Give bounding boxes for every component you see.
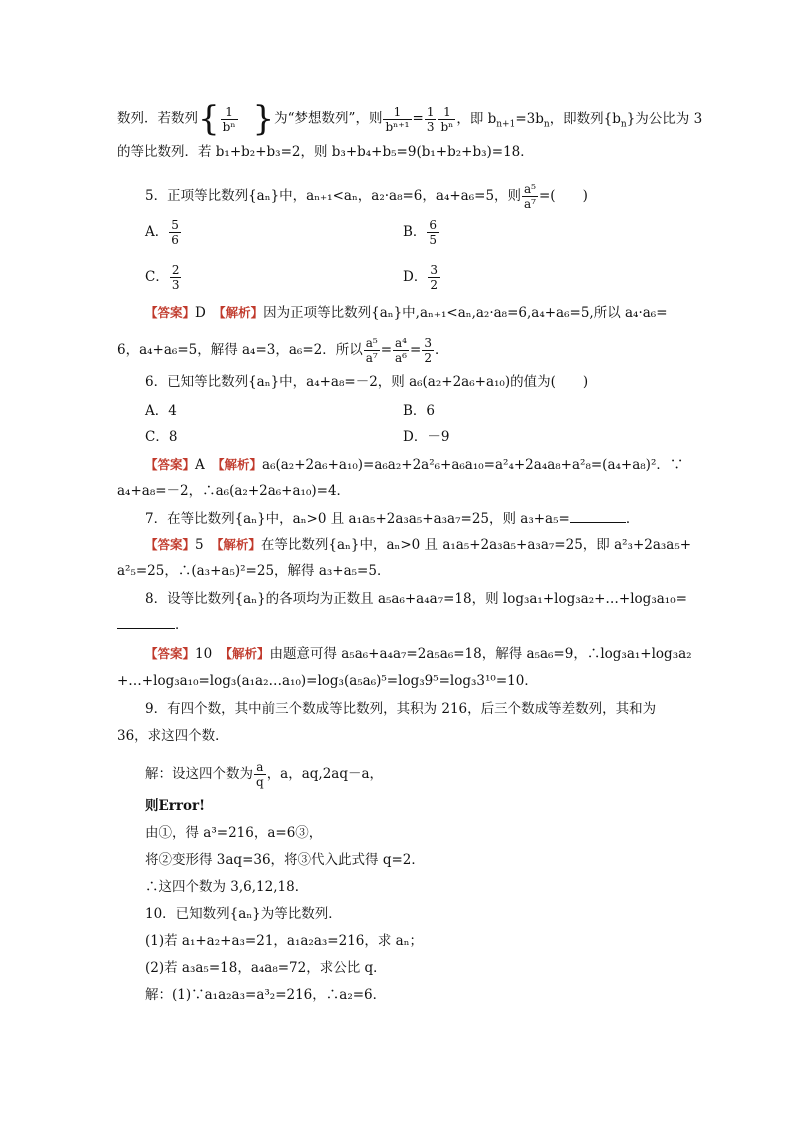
q5-answer: 【答案】D 【解析】因为正项等比数列{aₙ}中,aₙ₊₁<aₙ,a₂·a₈=6,a₄+a₆=5,所以 a₄·a₆=: [145, 305, 668, 321]
q9-solution-3: 由①，得 a³=216，a=6③，: [145, 825, 323, 841]
question-10-part-2: (2)若 a₃a₅=18，a₄a₈=72，求公比 q．: [145, 960, 387, 976]
q7-explanation-2: a²₅=25，∴(a₃+a₅)²=25，解得 a₃+a₅=5．: [117, 563, 391, 579]
right-brace: }: [252, 99, 275, 139]
q9-solution-2: 则Error!: [145, 798, 206, 814]
q5-option-d: D． $\frac{3}{2}$: [403, 263, 438, 292]
question-5: 5．正项等比数列{aₙ}中，aₙ₊₁<aₙ，a₂·a₈=6，a₄+a₆=5，则 $\frac{\text{a⁵}}{\text{a⁷}}$ =( ): [145, 182, 588, 211]
question-7: 7．在等比数列{aₙ}中，aₙ>0 且 a₁a₅+2a₃a₅+a₃a₇=25，则 a₃+a₅= ．: [145, 511, 640, 527]
q9-solution-1: 解：设这四个数为 $\frac{a}{q}$ ，a，aq,2aq－a，: [145, 760, 384, 789]
question-8: 8．设等比数列{aₙ}的各项均为正数且 a₅a₆+a₄a₇=18，则 log₃a₁+log₃a₂+…+log₃a₁₀=: [145, 591, 687, 607]
fraction: $\frac{1}{\text{bⁿ}}$: [222, 104, 236, 134]
q7-answer: 【答案】5 【解析】在等比数列{aₙ}中，aₙ>0 且 a₁a₅+2a₃a₅+a₃a₇=25，即 a²₃+2a₃a₅+: [145, 537, 692, 553]
q9-solution-5: ∴这四个数为 3,6,12,18．: [145, 879, 309, 895]
text-line-2: 的等比数列．若 b₁+b₂+b₃=2，则 b₃+b₄+b₅=9(b₁+b₂+b₃)=18．: [117, 144, 534, 160]
q9-solution-4: 将②变形得 3aq=36，将③代入此式得 q=2．: [145, 852, 425, 868]
q8-blank-line: ．: [117, 616, 189, 634]
question-10: 10．已知数列{aₙ}为等比数列．: [145, 906, 342, 922]
answer-tag: 【答案】: [145, 305, 196, 320]
q6-answer: 【答案】A 【解析】a₆(a₂+2a₆+a₁₀)=a₆a₂+2a²₆+a₆a₁₀=a²₄+2a₄a₈+a²₈=(a₄+a₈)²．∵: [145, 457, 684, 473]
answer-blank[interactable]: [117, 616, 175, 629]
q5-option-c: C． $\frac{2}{3}$: [145, 263, 180, 292]
left-brace: {: [198, 99, 220, 139]
q8-explanation-2: +…+log₃a₁₀=log₃(a₁a₂…a₁₀)=log₃(a₅a₆)⁵=log₃9⁵=log₃3¹⁰=10．: [117, 673, 538, 689]
question-10-part-1: (1)若 a₁+a₂+a₃=21，a₁a₂a₃=216，求 aₙ；: [145, 933, 424, 949]
question-6: 6．已知等比数列{aₙ}中，a₄+a₈=－2，则 a₆(a₂+2a₆+a₁₀)的值为( ): [145, 374, 589, 390]
q6-option-a: A．4: [145, 403, 177, 419]
text-line-1: 数列．若数列{ $\frac{1}{\text{bⁿ}}$ }为“梦想数列”，则 $\frac{1}{\text{bⁿ⁺¹}}$ = $\frac{1}{3}$ $\frac{1}{\text{bⁿ}}$ ，即 $b_{n+1}=3b_n$，即数列$\{b_n\}$为公比为 3: [117, 99, 703, 139]
question-9-line-2: 36，求这四个数．: [117, 728, 229, 744]
answer-blank[interactable]: [570, 510, 626, 523]
q5-explanation-2: 6，a₄+a₆=5，解得 a₄=3，a₆=2．所以 $\frac{\text{a⁵}}{\text{a⁷}}$ = $\frac{\text{a⁴}}{\text{a⁶}}$ = $\frac{3}{2}$ ．: [117, 336, 449, 365]
q5-option-b: B． $\frac{6}{5}$: [403, 218, 438, 247]
question-9-line-1: 9．有四个数，其中前三个数成等比数列，其积为 216，后三个数成等差数列，其和为: [145, 701, 657, 717]
q10-solution-1: 解：(1)∵a₁a₂a₃=a³₂=216，∴a₂=6．: [145, 987, 387, 1003]
analysis-tag: 【解析】: [219, 305, 264, 320]
q6-option-d: D．－9: [403, 429, 450, 445]
q5-option-a: A． $\frac{5}{6}$: [145, 218, 179, 247]
q6-option-b: B．6: [403, 403, 436, 419]
q6-option-c: C．8: [145, 429, 178, 445]
q8-answer: 【答案】10 【解析】由题意可得 a₅a₆+a₄a₇=2a₅a₆=18，解得 a₅a₆=9，∴log₃a₁+log₃a₂: [145, 646, 692, 662]
q6-explanation-2: a₄+a₈=－2，∴a₆(a₂+2a₆+a₁₀)=4．: [117, 483, 351, 499]
